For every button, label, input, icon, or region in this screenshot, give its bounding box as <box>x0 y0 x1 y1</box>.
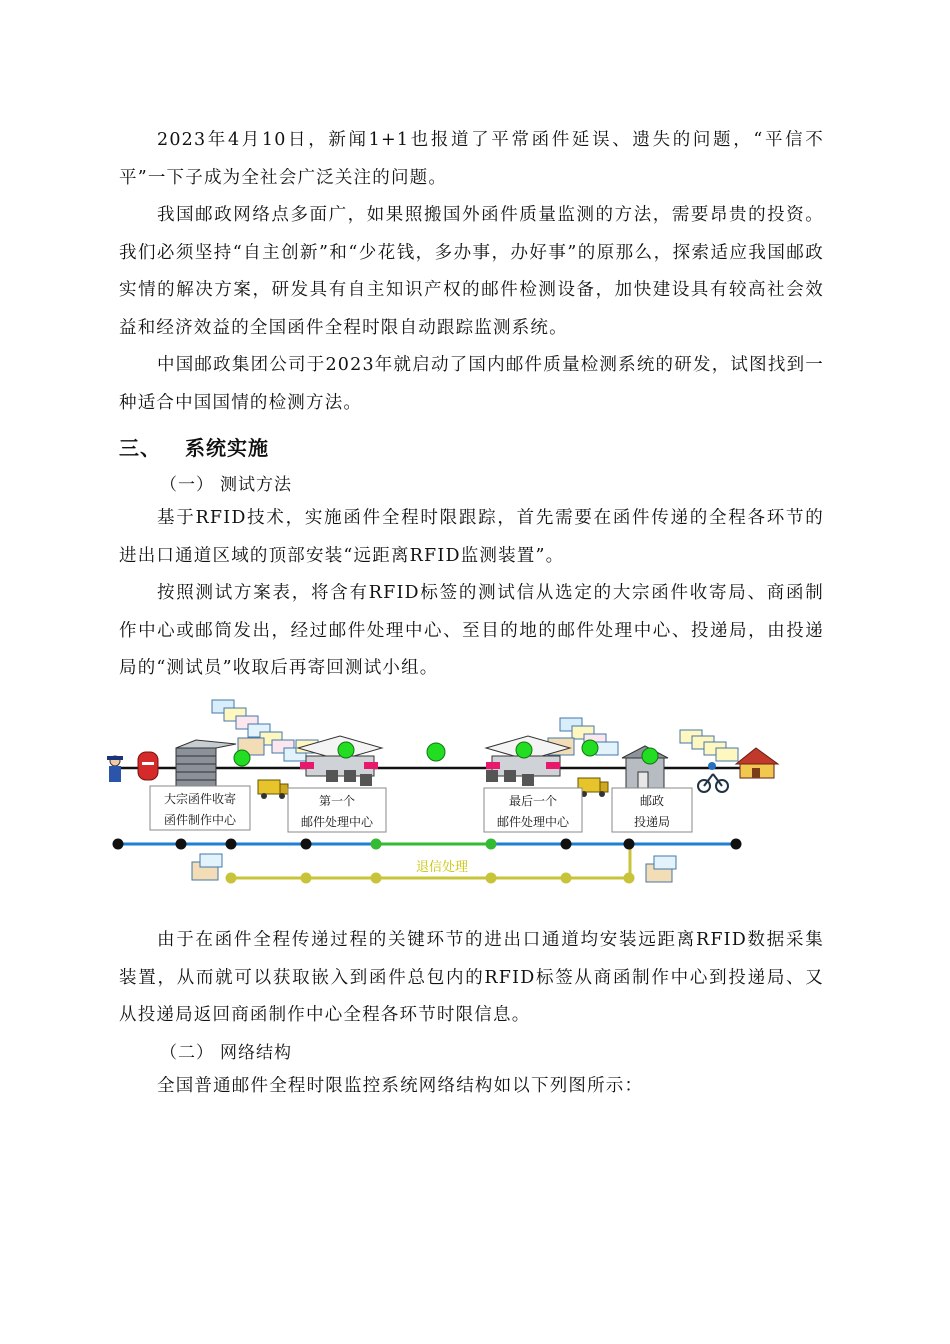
clock-icon <box>234 750 250 766</box>
node-label-line: 第一个 <box>318 794 356 808</box>
rfid-tag-icon <box>300 762 314 769</box>
rfid-tag-icon <box>486 762 500 769</box>
return-node <box>561 873 572 884</box>
paragraph-rfid-basis: 基于RFID技术，实施函件全程时限跟踪，首先需要在函件传递的全程各环节的进出口通道区域的顶部安装“远距离RFID监测装置”。 <box>119 508 824 566</box>
clock-icon <box>516 742 532 758</box>
network-node <box>561 839 572 850</box>
section-heading-system-implementation <box>119 432 269 461</box>
node-label-line: 最后一个 <box>508 794 558 808</box>
paragraph-china-post-rnd: 中国邮政集团公司于2023年就启动了国内邮件质量检测系统的研发，试图找到一种适合中国国情的检测方法。 <box>119 355 824 413</box>
network-node <box>176 839 187 850</box>
section-title: 系统实施 <box>185 436 269 460</box>
clock-icon <box>582 740 598 756</box>
return-node <box>301 873 312 884</box>
network-node <box>486 839 497 850</box>
return-envelope-icon <box>192 854 222 880</box>
node-label-line: 大宗函件收寄 <box>163 792 237 806</box>
node-label-line: 投递局 <box>633 815 671 829</box>
return-envelope-icon <box>646 856 676 882</box>
return-node <box>486 873 497 884</box>
return-node <box>226 873 237 884</box>
rfid-tag-icon <box>364 762 378 769</box>
network-node <box>113 839 124 850</box>
clock-icon <box>338 742 354 758</box>
node-label-last-processing-center <box>484 788 582 832</box>
delivery-truck-icon <box>258 780 288 799</box>
paragraph-test-plan: 按照测试方案表，将含有RFID标签的测试信从选定的大宗函件收寄局、商函制作中心或邮筒发出，经过邮件处理中心、至目的地的邮件处理中心、投递局，由投递局的“测试员”收取后再寄回测试小组。 <box>119 583 824 678</box>
return-node <box>371 873 382 884</box>
paragraph-network-intro: 全国普通邮件全程时限监控系统网络结构如以下列图所示： <box>157 1076 644 1096</box>
clock-icon <box>642 748 658 764</box>
envelope-stack-icon <box>212 700 318 761</box>
return-node <box>624 873 635 884</box>
cyclist-icon <box>698 762 728 792</box>
section-number: 三、 <box>119 436 161 460</box>
envelope-stack-icon <box>680 730 738 761</box>
house-icon <box>736 748 778 778</box>
subheading-network-structure <box>160 1038 292 1063</box>
subheading-number: （一） <box>160 475 214 495</box>
subheading-number: （二） <box>160 1043 214 1063</box>
node-label-line: 邮政 <box>639 794 665 808</box>
network-node <box>226 839 237 850</box>
node-label-line: 邮件处理中心 <box>496 815 570 829</box>
mail-tracking-flow-diagram <box>100 688 800 898</box>
node-label-line: 邮件处理中心 <box>300 815 374 829</box>
office-building-icon <box>176 740 236 788</box>
mailbox-icon <box>138 752 158 780</box>
subheading-title: 测试方法 <box>220 475 292 495</box>
network-node <box>624 839 635 850</box>
subheading-test-method <box>160 470 292 495</box>
mail-carrier-icon <box>107 756 123 782</box>
network-node <box>731 839 742 850</box>
paragraph-postal-network: 我国邮政网络点多面广，如果照搬国外函件质量监测的方法，需要昂贵的投资。我们必须坚持“自主创新”和“少花钱，多办事，办好事”的原那么，探索适应我国邮政实情的解决方案，研发具有自主知识产权的邮件检测设备，加快建设具有较高社会效益和经济效益的全国函件全程时限自动跟踪监测系统。 <box>119 205 824 338</box>
subheading-title: 网络结构 <box>220 1043 292 1063</box>
network-node <box>301 839 312 850</box>
clock-icon <box>427 743 445 761</box>
rfid-tag-icon <box>546 762 560 769</box>
paragraph-rfid-collection: 由于在函件全程传递过程的关键环节的进出口通道均安装远距离RFID数据采集装置，从而就可以获取嵌入到函件总包内的RFID标签从商函制作中心到投递局、又从投递局返回商函制作中心全程各环节时限信息。 <box>119 930 824 1025</box>
node-label-first-processing-center <box>288 788 386 832</box>
paragraph-news-report: 2023年4月10日，新闻1+1也报道了平常函件延误、遗失的问题，“平信不平”一下子成为全社会广泛关注的问题。 <box>119 130 824 188</box>
return-processing-label: 退信处理 <box>415 860 469 875</box>
node-label-line: 函件制作中心 <box>163 813 237 827</box>
node-label-delivery-office <box>612 788 692 832</box>
network-node <box>371 839 382 850</box>
node-label-bulk-mail-center <box>150 786 250 830</box>
